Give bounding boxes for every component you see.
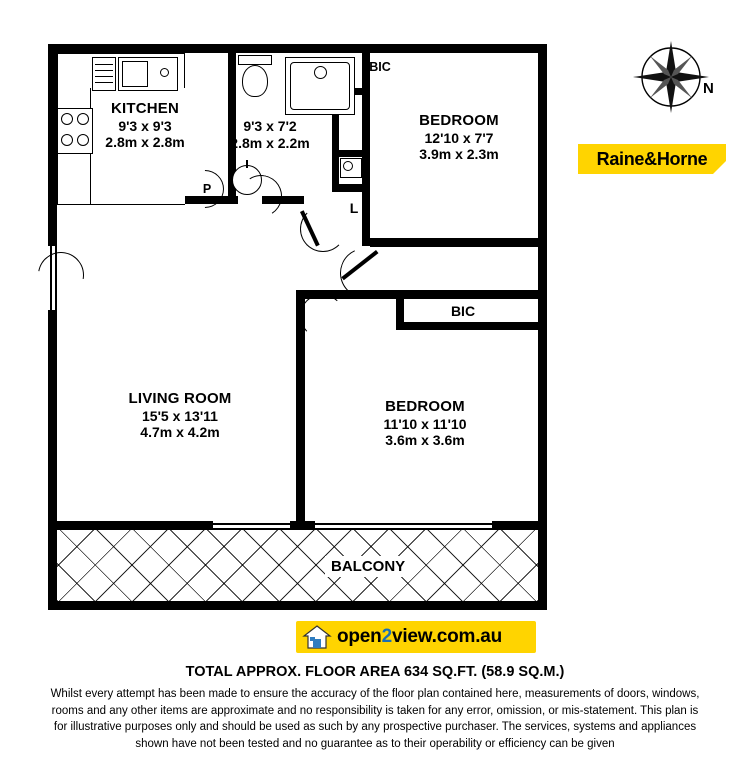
bathroom-dim-ft: 9'3 x 7'2 — [243, 118, 297, 134]
bedroom2-name: BEDROOM — [385, 398, 465, 415]
wall-bath-bottom — [228, 196, 238, 204]
kitchen-sink-tap — [160, 68, 169, 77]
bedroom2-dim-m: 3.6m x 3.6m — [385, 432, 465, 449]
wall-left-lower — [48, 310, 57, 530]
linen-label: L — [349, 200, 359, 216]
balcony-area — [57, 530, 538, 601]
wall-bottom-right — [492, 521, 547, 530]
room-label-bathroom — [205, 118, 335, 151]
hall-door-arc-left — [300, 206, 346, 252]
wc-basin-bowl — [343, 161, 353, 171]
compass-north-label: N — [703, 80, 714, 97]
window-living-bottom — [213, 523, 290, 525]
kitchen-sink-basin — [122, 61, 148, 87]
house-icon — [302, 624, 332, 650]
room-label-bedroom-2 — [340, 398, 510, 449]
living-name: LIVING ROOM — [128, 390, 232, 407]
balcony-wall-bottom — [48, 601, 547, 610]
bedroom2-dim-ft: 11'10 x 11'10 — [383, 415, 467, 432]
pantry-label: P — [202, 182, 212, 196]
open2view-logo — [296, 621, 536, 653]
disclaimer-text: Whilst every attempt has been made to ensure the accuracy of the floor plan contained here, measurements of doors, windows, rooms and any other items are approximate and no responsibility is taken for any error, omission, or mis-statement. This plan is for illustrative purposes only and should be used as such by any prospective purchaser. The services, systems and appliances shown have not been tested and no guarantee as to their operability or efficiency can be given — [50, 688, 700, 751]
bedroom1-dim-ft: 12'10 x 7'7 — [424, 129, 494, 146]
bic-mid-label: BIC — [450, 303, 476, 319]
bedroom1-dim-m: 3.9m x 2.3m — [419, 146, 499, 163]
wall-bottom-living — [48, 521, 213, 530]
balcony-label: BALCONY — [325, 556, 411, 577]
window-left-wall-2 — [55, 246, 57, 310]
agency-name: Raine&Horne — [596, 148, 708, 169]
wall-bottom-mid — [290, 521, 315, 530]
bedroom2-door-arc — [300, 294, 344, 338]
drainer-line-3 — [95, 76, 113, 77]
window-bedroom2-bottom-2 — [315, 528, 492, 530]
portal-digit: 2 — [381, 626, 392, 647]
bathroom-dim-m: 2.8m x 2.2m — [230, 134, 310, 151]
wall-top-left — [48, 44, 370, 53]
wall-bedroom1-bottom — [370, 238, 538, 247]
drainer-line-2 — [95, 70, 113, 71]
entry-door-arc — [29, 243, 93, 307]
wall-bic-mid-bottom — [396, 322, 538, 330]
kitchen-dim-m: 2.8m x 2.8m — [105, 134, 185, 151]
window-left-wall — [50, 246, 52, 310]
vanity-tap — [246, 160, 248, 168]
wall-left-upper — [48, 44, 57, 246]
balcony-wall-left — [48, 530, 57, 610]
total-floor-area: TOTAL APPROX. FLOOR AREA 634 SQ.FT. (58.9 SQ.M.) — [185, 664, 565, 680]
raine-and-horne-logo — [578, 144, 726, 174]
wall-bic-mid-left — [396, 290, 404, 330]
bic-top-label: BIC — [369, 60, 391, 74]
drainer-line-1 — [95, 64, 113, 65]
kitchen-drainer — [92, 57, 116, 91]
bedroom1-name: BEDROOM — [419, 112, 499, 129]
window-bedroom2-bottom — [315, 523, 492, 525]
toilet-cistern — [238, 55, 272, 65]
kitchen-name: KITCHEN — [110, 100, 180, 117]
toilet-bowl — [242, 65, 268, 97]
kitchen-dim-ft: 9'3 x 9'3 — [118, 117, 172, 134]
logo-corner-notch — [713, 161, 726, 174]
window-living-bottom-2 — [213, 528, 290, 530]
wall-bic-top-left2 — [332, 150, 364, 157]
wall-wc-bottom — [332, 184, 366, 192]
bath-tub-drain — [314, 66, 327, 79]
wall-top-right — [362, 44, 547, 53]
drainer-line-4 — [95, 82, 113, 83]
portal-suffix: view.com.au — [391, 626, 503, 647]
living-dim-m: 4.7m x 4.2m — [140, 424, 220, 441]
compass — [627, 38, 723, 116]
wall-linen-right — [362, 196, 370, 226]
room-label-bedroom-1 — [378, 112, 540, 163]
portal-prefix: open — [337, 626, 382, 647]
balcony-wall-right — [538, 530, 547, 610]
compass-rose-icon — [627, 38, 723, 116]
wall-bic-mid-top — [396, 290, 538, 299]
room-label-living-room — [90, 390, 270, 441]
living-dim-ft: 15'5 x 13'11 — [142, 407, 218, 424]
